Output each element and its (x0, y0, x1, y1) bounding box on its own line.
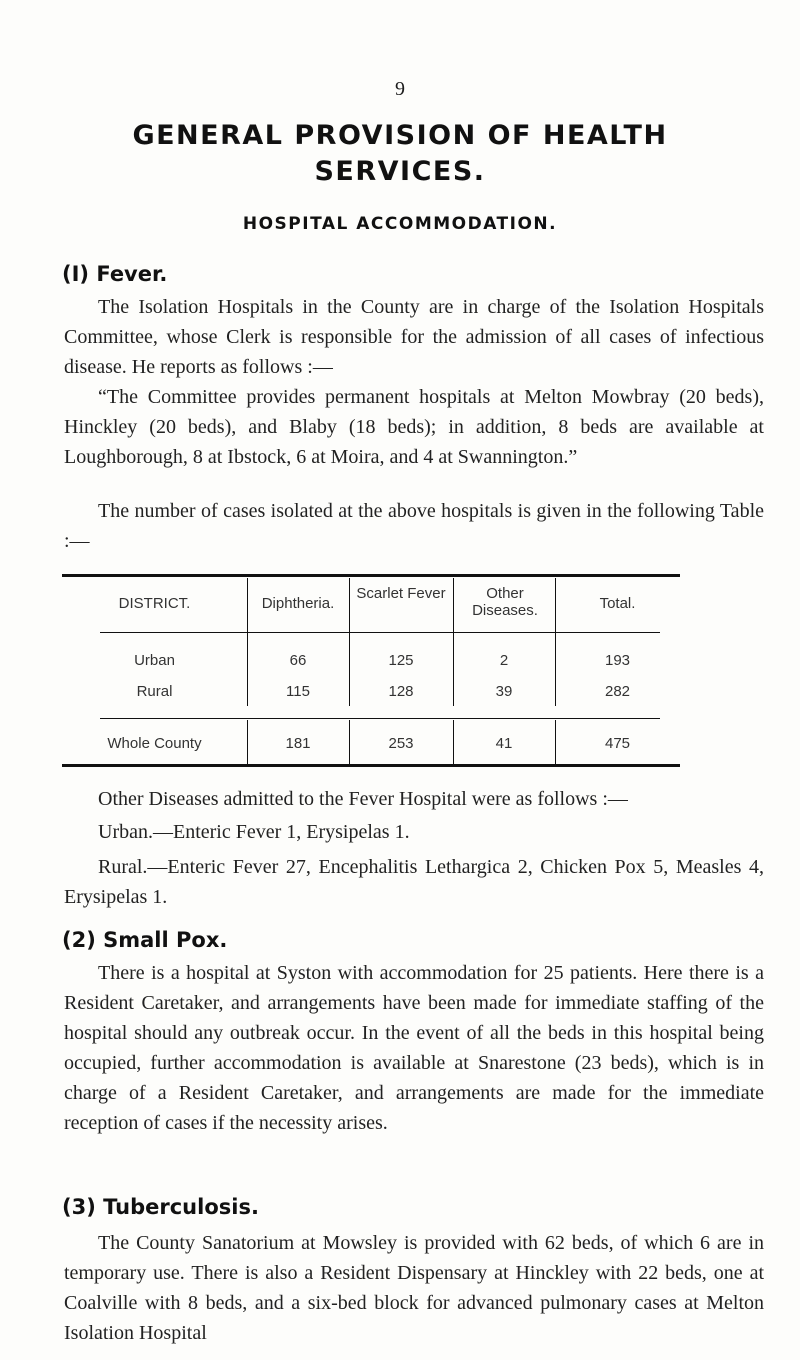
table-cell: 115 (286, 683, 310, 700)
table-cell: Urban (134, 652, 175, 669)
fever-quote: “The Committee provides permanent hospitals at Melton Mowbray (20 beds), Hinckley (20 beds), and Blaby (18 beds); in addition, 8 beds are available at Loughborough, 8 at Ibstock, 6 at Moira, and 4 at Swannington.” (64, 386, 764, 468)
table-total-cell: 181 (285, 735, 311, 752)
table-top-rule (62, 574, 680, 577)
table-header-cell: Total. (599, 595, 636, 612)
table-cell: 193 (604, 652, 631, 669)
table-cell: 128 (388, 683, 414, 700)
table-cell: Rural (136, 683, 173, 700)
table-cell: 66 (289, 652, 307, 669)
table-header-cell: Diphtheria. (261, 595, 335, 612)
table-bottom-rule (62, 764, 680, 767)
tuberculosis-text: The County Sanatorium at Mowsley is provided with 62 beds, of which 6 are in temporary use. There is also a Resident Dispensary at Hinckley with 22 beds, one at Coalville with 8 beds, and a six-bed block for advanced pulmonary cases at Melton Isolation Hospital (64, 1232, 764, 1344)
table-intro: The number of cases isolated at the above hospitals is given in the following Table :— (64, 500, 764, 552)
table-header-rule (100, 632, 660, 633)
table-cell: 125 (388, 652, 414, 669)
section-subtitle: HOSPITAL ACCOMMODATION. (242, 214, 558, 234)
other-diseases-urban: Urban.—Enteric Fever 1, Erysipelas 1. (98, 821, 410, 843)
table-cell: 39 (495, 683, 513, 700)
title-line-2: SERVICES. (314, 156, 486, 187)
smallpox-heading: (2) Small Pox. (62, 928, 228, 952)
table-total-rule (100, 718, 660, 719)
table-total-cell: 475 (604, 735, 631, 752)
table-header-cell: DISTRICT. (118, 595, 191, 612)
other-diseases-intro: Other Diseases admitted to the Fever Hospital were as follows :— (98, 788, 628, 810)
table-header-cell: Other Diseases. (472, 585, 538, 619)
table-total-cell: Whole County (107, 735, 202, 752)
table-cell: 282 (604, 683, 631, 700)
tuberculosis-heading: (3) Tuberculosis. (62, 1195, 259, 1219)
title-line-1: GENERAL PROVISION OF HEALTH (132, 120, 668, 151)
other-diseases-rural: Rural.—Enteric Fever 27, Encephalitis Lethargica 2, Chicken Pox 5, Measles 4, Erysipelas 1. (64, 856, 764, 908)
smallpox-text: There is a hospital at Syston with accommodation for 25 patients. Here there is a Resident Caretaker, and arrangements have been made for immediate staffing of the hospital should any outbreak occur. In the event of all the beds in this hospital being occupied, further accommodation is available at Snarestone (23 beds), which is in charge of a Resident Caretaker, and arrangements are made for the immediate reception of cases if the necessity arises. (64, 962, 764, 1134)
fever-heading: (I) Fever. (62, 262, 168, 286)
table-header-cell: Scarlet Fever (356, 585, 446, 602)
table-total-cell: 253 (388, 735, 414, 752)
fever-intro: The Isolation Hospitals in the County are in charge of the Isolation Hospitals Committee, whose Clerk is responsible for the admission of all cases of infectious disease. He reports as follows :— (64, 296, 764, 378)
page-number: 9 (395, 78, 405, 100)
page-title (0, 118, 800, 190)
table-total-cell: 41 (495, 735, 513, 752)
table-cell: 2 (499, 652, 509, 669)
